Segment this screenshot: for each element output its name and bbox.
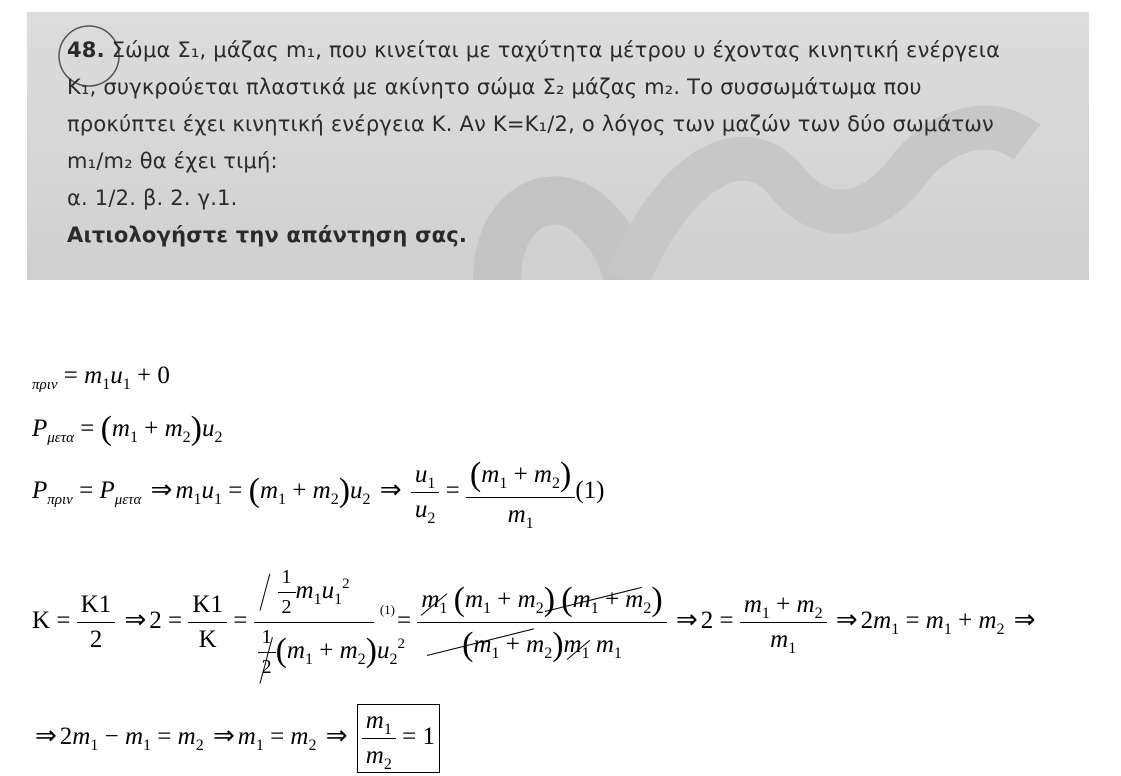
problem-line-2: K₁, συγκρούεται πλαστικά με ακίνητο σώμα Σ₂ μάζας m₂. Το συσσωμάτωμα που — [67, 75, 922, 99]
equation-energy-ratio: K = $\frac{K1}{2}$ ⇒ 2 = $\frac{K1}{K}$ = $\frac{1}{2}$ $m_1u_1^2$ $\frac{1}{2}$ $(m_1 + m_2)u_2^2$ $^{(1)}$= $m_1$ $(m_1 + m_2) (m_1 + m_2)$ $(m_1 + m_2)m_1$ $m_1$ ⇒ 2 = $\frac{m_1 + m_2}{m_1}$ ⇒ $2m_1 = m_1 + m_2$ ⇒ — [32, 566, 1039, 679]
problem-line-3: προκύπτει έχει κινητική ενέργεια K. Αν K=K₁/2, ο λόγος των μαζών των δύο σωμάτων — [67, 112, 994, 136]
problem-number: 48. — [67, 38, 105, 62]
equation-momentum-after: $P_{\mu\varepsilon\tau\alpha} = (m_1 + m_2)u_2$ — [32, 410, 223, 447]
equation-momentum-before: $_{\pi\rho\iota\nu} = m_1u_1 + 0$ — [32, 362, 170, 393]
problem-text — [67, 32, 1067, 254]
problem-photo — [27, 12, 1089, 280]
equation-final-result: ⇒ $2m_1 - m_1 = m_2$ ⇒ $m_1 = m_2$ ⇒ $\frac{m_1}{m_2}$ = 1 — [32, 704, 440, 773]
equation-label-1: (1) — [575, 477, 605, 505]
problem-line-4: m₁/m₂ θα έχει τιμή: — [67, 149, 278, 173]
equation-conservation: $P_{\pi\rho\iota\nu} = P_{\mu\varepsilon\tau\alpha}$ ⇒ $m_1u_1 = (m_1 + m_2)u_2$ ⇒ $\frac{u_1}{u_2}$ = $\frac{(m_1 + m_2)}{m_1}$ (1) — [32, 456, 605, 532]
result-box: $\frac{m_1}{m_2}$ = 1 — [357, 704, 440, 773]
problem-line-1: 48. Σώμα Σ₁, μάζας m₁, που κινείται με ταχύτητα μέτρου υ έχοντας κινητική ενέργεια — [67, 38, 1001, 62]
problem-instruction: Αιτιολογήστε την απάντηση σας. — [67, 223, 468, 247]
problem-options: α. 1/2. β. 2. γ.1. — [67, 186, 238, 210]
